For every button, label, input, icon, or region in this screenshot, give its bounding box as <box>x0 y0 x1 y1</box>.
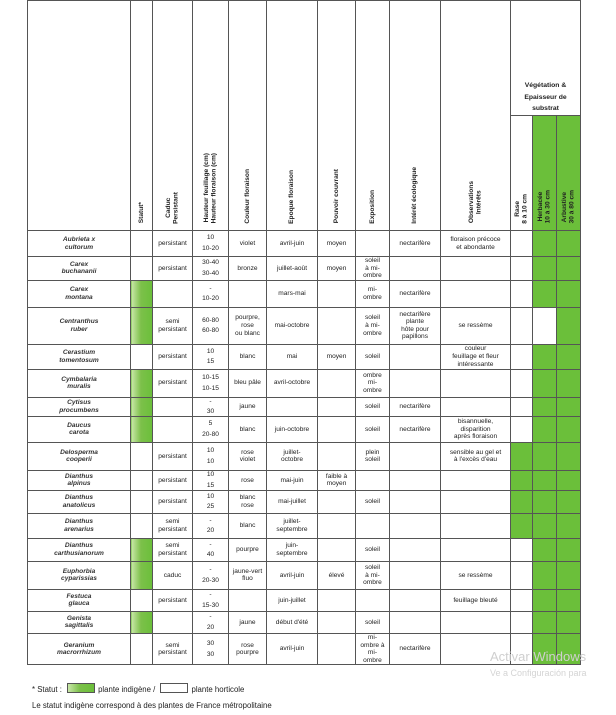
rase-cell <box>511 589 533 611</box>
interet-cell: nectarifère <box>390 280 441 307</box>
pouvoir-cell: moyen <box>318 231 356 257</box>
observations-cell <box>441 470 511 490</box>
couleur-cell: jaune <box>229 611 267 633</box>
activation-watermark-sub: Ve a Configuración para <box>490 668 587 678</box>
couleur-cell: blanc <box>229 416 267 442</box>
statut-cell <box>131 369 153 397</box>
plant-name: Genista sagittalis <box>28 611 131 633</box>
statut-cell <box>131 231 153 257</box>
statut-cell <box>131 633 153 664</box>
exposition-cell: soleil <box>356 538 390 561</box>
plant-name: Cerastium tomentosum <box>28 344 131 369</box>
couleur-cell: jaune-vert fluo <box>229 561 267 589</box>
exposition-header: Exposition <box>356 1 390 231</box>
epoque-cell: juillet- septembre <box>267 513 318 538</box>
observations-cell: bisannuelle, disparition après floraison <box>441 416 511 442</box>
rase-cell <box>511 307 533 344</box>
caduc-cell: persistant <box>153 589 193 611</box>
observations-cell: couleur feuillage et fleur intéressante <box>441 344 511 369</box>
hauteur-cell: - 20 <box>193 611 229 633</box>
arbustive-cell <box>557 490 581 513</box>
table-row <box>28 280 581 307</box>
statut-cell <box>131 416 153 442</box>
observations-cell <box>441 611 511 633</box>
interet-cell <box>390 490 441 513</box>
table-row <box>28 470 581 490</box>
caduc-cell: persistant <box>153 369 193 397</box>
pouvoir-cell <box>318 589 356 611</box>
exposition-cell: soleil à mi- ombre <box>356 257 390 281</box>
caduc-cell: semi persistant <box>153 307 193 344</box>
herbacee-cell <box>533 257 557 281</box>
herbacee-cell <box>533 611 557 633</box>
herbacee-cell <box>533 538 557 561</box>
couleur-cell: blanc rose <box>229 490 267 513</box>
rase-cell <box>511 369 533 397</box>
hauteur-cell: 10 25 <box>193 490 229 513</box>
statut-cell <box>131 344 153 369</box>
plant-name: Cytisus procumbens <box>28 397 131 416</box>
hauteur-cell: - 40 <box>193 538 229 561</box>
hauteur-cell: - 15-30 <box>193 589 229 611</box>
epoque-cell: juin-octobre <box>267 416 318 442</box>
couleur-cell <box>229 589 267 611</box>
interet-cell: nectarifère <box>390 397 441 416</box>
herbacee-cell <box>533 397 557 416</box>
couleur-cell: bronze <box>229 257 267 281</box>
herbacee-cell <box>533 369 557 397</box>
caduc-cell: caduc <box>153 561 193 589</box>
couleur-cell: blanc <box>229 344 267 369</box>
caduc-cell: semi persistant <box>153 538 193 561</box>
observations-cell <box>441 490 511 513</box>
arbustive-cell <box>557 231 581 257</box>
epoque-cell: mars-mai <box>267 280 318 307</box>
table-body <box>28 231 581 665</box>
observations-cell <box>441 369 511 397</box>
hauteur-cell: 10 15 <box>193 470 229 490</box>
herbacee-cell <box>533 470 557 490</box>
plant-name: Euphorbia cyparissias <box>28 561 131 589</box>
arbustive-cell <box>557 442 581 470</box>
caduc-cell: persistant <box>153 490 193 513</box>
rase-cell <box>511 611 533 633</box>
plant-name: Geranium macrorrhizum <box>28 633 131 664</box>
pouvoir-cell <box>318 490 356 513</box>
arbustive-cell <box>557 257 581 281</box>
plant-name: Dianthus alpinus <box>28 470 131 490</box>
epoque-cell: juillet-août <box>267 257 318 281</box>
vegetation-header: Végétation & Epaisseur de substrat <box>511 1 581 116</box>
plant-name: Dianthus carthusianorum <box>28 538 131 561</box>
table-row <box>28 257 581 281</box>
couleur-cell: violet <box>229 231 267 257</box>
epoque-header: Epoque floraison <box>267 1 318 231</box>
rase-header: Rase 8 à 10 cm <box>511 116 533 231</box>
pouvoir-cell <box>318 280 356 307</box>
statut-cell <box>131 257 153 281</box>
indigene-swatch <box>67 683 95 693</box>
observations-cell: feuillage bleuté <box>441 589 511 611</box>
epoque-cell: juin-juillet <box>267 589 318 611</box>
interet-cell <box>390 513 441 538</box>
hauteur-cell: 5 20-80 <box>193 416 229 442</box>
table-row <box>28 397 581 416</box>
plant-name: Centranthus ruber <box>28 307 131 344</box>
pouvoir-cell <box>318 369 356 397</box>
arbustive-cell <box>557 369 581 397</box>
couleur-cell: rose pourpre <box>229 633 267 664</box>
rase-cell <box>511 280 533 307</box>
interet-cell: nectarifère <box>390 231 441 257</box>
epoque-cell: juin- septembre <box>267 538 318 561</box>
herbacee-cell <box>533 307 557 344</box>
epoque-cell: avril-octobre <box>267 369 318 397</box>
interet-cell <box>390 611 441 633</box>
caduc-cell <box>153 280 193 307</box>
couleur-header: Couleur floraison <box>229 1 267 231</box>
statut-cell <box>131 589 153 611</box>
arbustive-cell <box>557 538 581 561</box>
herbacee-cell <box>533 442 557 470</box>
plant-name: Dianthus arenarius <box>28 513 131 538</box>
plant-name: Carex montana <box>28 280 131 307</box>
statut-cell <box>131 561 153 589</box>
arbustive-cell <box>557 470 581 490</box>
rase-cell <box>511 470 533 490</box>
couleur-cell: blanc <box>229 513 267 538</box>
interet-cell <box>390 589 441 611</box>
hauteur-cell: 10-15 10-15 <box>193 369 229 397</box>
exposition-cell: soleil <box>356 611 390 633</box>
couleur-cell: pourpre <box>229 538 267 561</box>
rase-cell <box>511 538 533 561</box>
epoque-cell <box>267 397 318 416</box>
arbustive-cell <box>557 513 581 538</box>
pouvoir-header: Pouvoir couvrant <box>318 1 356 231</box>
caduc-cell <box>153 611 193 633</box>
interet-header: Intérêt écologique <box>390 1 441 231</box>
exposition-cell <box>356 470 390 490</box>
herbacee-cell <box>533 490 557 513</box>
interet-cell <box>390 561 441 589</box>
rase-cell <box>511 490 533 513</box>
exposition-cell: mi- ombre <box>356 280 390 307</box>
herbacee-cell <box>533 416 557 442</box>
plant-name: Dianthus anatolicus <box>28 490 131 513</box>
statut-cell <box>131 538 153 561</box>
epoque-cell: juillet- octobre <box>267 442 318 470</box>
plant-name: Delosperma cooperii <box>28 442 131 470</box>
caduc-cell: semi persistant <box>153 513 193 538</box>
statut-cell <box>131 513 153 538</box>
caduc-cell: persistant <box>153 442 193 470</box>
plant-name: Carex buchananii <box>28 257 131 281</box>
statut-cell <box>131 611 153 633</box>
rase-cell <box>511 257 533 281</box>
table-row <box>28 538 581 561</box>
exposition-cell: ombre mi- ombre <box>356 369 390 397</box>
table-row <box>28 231 581 257</box>
plant-name: Daucus carota <box>28 416 131 442</box>
herbacee-cell <box>533 589 557 611</box>
epoque-cell: mai-octobre <box>267 307 318 344</box>
interet-cell: nectarifère plante hôte pour papillons <box>390 307 441 344</box>
pouvoir-cell <box>318 442 356 470</box>
epoque-cell: avril-juin <box>267 633 318 664</box>
hauteur-cell: - 20-30 <box>193 561 229 589</box>
caduc-cell: persistant <box>153 344 193 369</box>
pouvoir-cell <box>318 538 356 561</box>
arbustive-cell <box>557 280 581 307</box>
hauteur-cell: 30-40 30-40 <box>193 257 229 281</box>
exposition-cell: soleil <box>356 344 390 369</box>
observations-cell: se ressème <box>441 561 511 589</box>
exposition-cell: mi- ombre à mi- ombre <box>356 633 390 664</box>
caduc-cell: persistant <box>153 470 193 490</box>
couleur-cell: bleu pâle <box>229 369 267 397</box>
caduc-header: Caduc Persistant <box>153 1 193 231</box>
pouvoir-cell <box>318 416 356 442</box>
plant-name: Festuca glauca <box>28 589 131 611</box>
plant-table <box>27 0 581 665</box>
statut-cell <box>131 442 153 470</box>
epoque-cell: avril-juin <box>267 231 318 257</box>
hauteur-cell: - 10-20 <box>193 280 229 307</box>
hauteur-cell: 10 10 <box>193 442 229 470</box>
arbustive-cell <box>557 611 581 633</box>
interet-cell <box>390 538 441 561</box>
table-row <box>28 442 581 470</box>
caduc-cell <box>153 397 193 416</box>
hauteur-cell: - 30 <box>193 397 229 416</box>
observations-cell: sensible au gel et à l'excès d'eau <box>441 442 511 470</box>
epoque-cell: avril-juin <box>267 561 318 589</box>
name-header <box>28 1 131 231</box>
legend-note: Le statut indigène correspond à des plantes de France métropolitaine <box>32 701 272 710</box>
hauteur-cell: 60-80 60-80 <box>193 307 229 344</box>
rase-cell <box>511 561 533 589</box>
epoque-cell: mai <box>267 344 318 369</box>
observations-cell <box>441 280 511 307</box>
couleur-cell: jaune <box>229 397 267 416</box>
pouvoir-cell <box>318 513 356 538</box>
observations-cell: se ressème <box>441 307 511 344</box>
statut-cell <box>131 280 153 307</box>
exposition-cell: soleil <box>356 416 390 442</box>
activation-watermark: Activar Windows <box>490 649 587 664</box>
interet-cell: nectarifère <box>390 633 441 664</box>
epoque-cell: mai-juillet <box>267 490 318 513</box>
exposition-cell: soleil à mi- ombre <box>356 307 390 344</box>
rase-cell <box>511 442 533 470</box>
rase-cell <box>511 344 533 369</box>
pouvoir-cell <box>318 307 356 344</box>
hauteur-cell: 30 30 <box>193 633 229 664</box>
table-row <box>28 490 581 513</box>
observations-header: Observations Intérêts <box>441 1 511 231</box>
hauteur-cell: 10 10-20 <box>193 231 229 257</box>
plant-name: Aubrieta x cultorum <box>28 231 131 257</box>
table-row <box>28 416 581 442</box>
herbacee-cell <box>533 280 557 307</box>
exposition-cell <box>356 589 390 611</box>
statut-cell <box>131 470 153 490</box>
herbacee-cell <box>533 561 557 589</box>
caduc-cell: semi persistant <box>153 633 193 664</box>
interet-cell <box>390 257 441 281</box>
arbustive-cell <box>557 344 581 369</box>
header-row <box>28 1 581 116</box>
arbustive-cell <box>557 561 581 589</box>
arbustive-cell <box>557 397 581 416</box>
statut-cell <box>131 490 153 513</box>
caduc-cell <box>153 416 193 442</box>
herbacee-header: Herbacée 10 à 30 cm <box>533 116 557 231</box>
interet-cell: nectarifère <box>390 416 441 442</box>
rase-cell <box>511 513 533 538</box>
interet-cell <box>390 470 441 490</box>
statut-header: Statut* <box>131 1 153 231</box>
interet-cell <box>390 369 441 397</box>
herbacee-cell <box>533 231 557 257</box>
horticole-swatch <box>160 683 188 693</box>
epoque-cell: mai-juin <box>267 470 318 490</box>
pouvoir-cell: moyen <box>318 344 356 369</box>
pouvoir-cell: élevé <box>318 561 356 589</box>
rase-cell <box>511 416 533 442</box>
exposition-cell <box>356 513 390 538</box>
observations-cell <box>441 513 511 538</box>
arbustive-cell <box>557 307 581 344</box>
hauteur-cell: 10 15 <box>193 344 229 369</box>
exposition-cell: soleil <box>356 397 390 416</box>
exposition-cell <box>356 231 390 257</box>
table-row <box>28 589 581 611</box>
exposition-cell: soleil <box>356 490 390 513</box>
observations-cell <box>441 538 511 561</box>
arbustive-header: Arbustive 30 à 80 cm <box>557 116 581 231</box>
interet-cell <box>390 442 441 470</box>
legend-statut: * Statut : plante indigène / plante horticole <box>32 685 245 694</box>
arbustive-cell <box>557 416 581 442</box>
pouvoir-cell <box>318 397 356 416</box>
arbustive-cell <box>557 589 581 611</box>
rase-cell <box>511 397 533 416</box>
pouvoir-cell: faible à moyen <box>318 470 356 490</box>
pouvoir-cell <box>318 633 356 664</box>
observations-cell <box>441 257 511 281</box>
couleur-cell: rose violet <box>229 442 267 470</box>
hauteur-cell: - 20 <box>193 513 229 538</box>
table-row <box>28 369 581 397</box>
table-row <box>28 611 581 633</box>
herbacee-cell <box>533 513 557 538</box>
interet-cell <box>390 344 441 369</box>
couleur-cell: rose <box>229 470 267 490</box>
table-row <box>28 307 581 344</box>
table-row <box>28 513 581 538</box>
table-row <box>28 561 581 589</box>
hauteur-header: Hauteur feuillage (cm) Hauteur floraison (cm) <box>193 1 229 231</box>
observations-cell: floraison précoce et abondante <box>441 231 511 257</box>
statut-cell <box>131 397 153 416</box>
observations-cell <box>441 397 511 416</box>
plant-name: Cymbalaria muralis <box>28 369 131 397</box>
couleur-cell: pourpre, rose ou blanc <box>229 307 267 344</box>
epoque-cell: début d'été <box>267 611 318 633</box>
couleur-cell <box>229 280 267 307</box>
table-row <box>28 344 581 369</box>
caduc-cell: persistant <box>153 231 193 257</box>
exposition-cell: plein soleil <box>356 442 390 470</box>
herbacee-cell <box>533 344 557 369</box>
pouvoir-cell <box>318 611 356 633</box>
statut-cell <box>131 307 153 344</box>
caduc-cell: persistant <box>153 257 193 281</box>
pouvoir-cell: moyen <box>318 257 356 281</box>
exposition-cell: soleil à mi- ombre <box>356 561 390 589</box>
rase-cell <box>511 231 533 257</box>
